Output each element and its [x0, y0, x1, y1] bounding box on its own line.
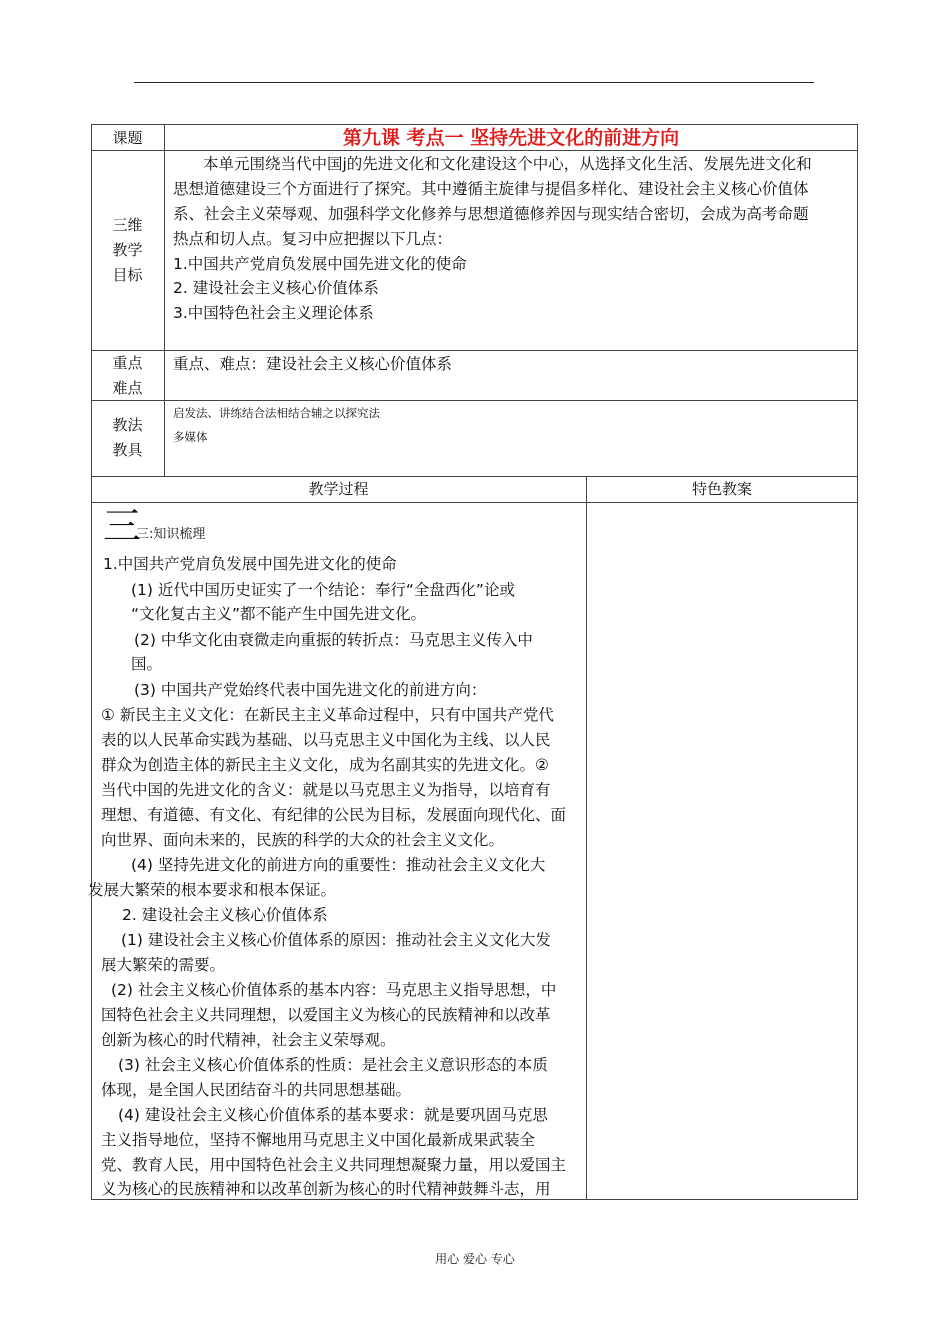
goal-intro-line: 系、社会主义荣辱观、加强科学文化修养与思想道德修养因与现实结合密切，会成为高考命题: [173, 205, 809, 223]
process-column-header: 教学过程: [308, 480, 369, 498]
label-column-divider: [164, 124, 165, 476]
goal-label-line: 三维: [112, 216, 143, 234]
content-line: 义为核心的民族精神和以改革创新为核心的时代精神鼓舞斗志，用: [101, 1180, 551, 1198]
content-line: 创新为核心的时代精神，社会主义荣辱观。: [101, 1031, 396, 1049]
content-line: ① 新民主主义文化：在新民主主义革命过程中，只有中国共产党代: [101, 706, 554, 724]
goal-point: 2. 建设社会主义核心价值体系: [173, 279, 379, 297]
page-footer: 用心 爱心 专心: [435, 1252, 515, 1266]
goal-label: [91, 213, 164, 288]
method-line: 多媒体: [173, 430, 208, 444]
content-line: (4) 建设社会主义核心价值体系的基本要求：就是要巩固马克思: [118, 1106, 548, 1124]
row-divider-5: [91, 502, 858, 503]
content-line: 向世界、面向未来的，民族的科学的大众的社会主义文化。: [101, 831, 505, 849]
key-label: [91, 351, 164, 401]
key-label-line: 难点: [112, 379, 143, 397]
content-line: (1) 建设社会主义核心价值体系的原因：推动社会主义文化大发: [121, 931, 551, 949]
content-line: (2) 中华文化由衰微走向重振的转折点：马克思主义传入中: [134, 631, 533, 649]
content-line: (3) 中国共产党始终代表中国先进文化的前进方向：: [134, 681, 487, 699]
row-divider-1: [91, 150, 858, 151]
content-line: (3) 社会主义核心价值体系的性质：是社会主义意识形态的本质: [118, 1056, 548, 1074]
method-line: 启发法、讲练结合法相结合辅之以探究法: [173, 406, 380, 420]
content-line: 表的以人民革命实践为基础、以马克思主义中国化为主线、以人民: [101, 731, 551, 749]
content-line: 体现，是全国人民团结奋斗的共同思想基础。: [101, 1081, 412, 1099]
goal-label-line: 教学: [112, 241, 143, 259]
feature-column-header: 特色教案: [691, 480, 752, 498]
content-line: 国。: [131, 655, 163, 673]
key-label-line: 重点: [112, 354, 143, 372]
content-line: 主义指导地位，坚持不懈地用马克思主义中国化最新成果武装全: [101, 1131, 536, 1149]
content-line: (4) 坚持先进文化的前进方向的重要性：推动社会主义文化大: [131, 856, 546, 874]
content-line: 发展大繁荣的根本要求和根本保证。: [88, 881, 337, 899]
goal-point: 3.中国特色社会主义理论体系: [173, 304, 374, 322]
process-column-divider: [586, 476, 587, 1200]
row-divider-3: [91, 400, 858, 401]
content-line: 展大繁荣的需要。: [101, 956, 226, 974]
method-label: [91, 413, 164, 463]
content-line: 党、教育人民，用中国特色社会主义共同理想凝聚力量，用以爱国主: [101, 1156, 567, 1174]
row-divider-2: [91, 350, 858, 351]
content-line: “文化复古主义”都不能产生中国先进文化。: [131, 605, 427, 623]
method-label-line: 教具: [112, 441, 143, 459]
goal-label-line: 目标: [112, 266, 143, 284]
content-line: 当代中国的先进文化的含义：就是以马克思主义为指导，以培育有: [101, 781, 551, 799]
content-line: 理想、有道德、有文化、有纪律的公民为目标，发展面向现代化、面: [101, 806, 567, 824]
key-text: 重点、难点：建设社会主义核心价值体系: [173, 355, 453, 373]
content-line: 2. 建设社会主义核心价值体系: [122, 906, 328, 924]
page-title: 第九课 考点一 坚持先进文化的前进方向: [342, 127, 680, 149]
content-line: 国特色社会主义共同理想，以爱国主义为核心的民族精神和以改革: [101, 1006, 551, 1024]
header-rule: [134, 82, 814, 83]
content-line: (1) 近代中国历史证实了一个结论：奉行“全盘西化”论或: [131, 581, 515, 599]
content-line: (2) 社会主义核心价值体系的基本内容：马克思主义指导思想，中: [111, 981, 557, 999]
goal-intro-line: 本单元围绕当代中国j的先进文化和文化建设这个中心，从选择文化生活、发展先进文化和: [203, 155, 812, 173]
method-label-line: 教法: [112, 416, 143, 434]
section-heading: 三:知识梳理: [136, 527, 206, 542]
content-line: 1.中国共产党肩负发展中国先进文化的使命: [103, 555, 397, 573]
content-line: 群众为创造主体的新民主主义文化，成为名副其实的先进文化。②: [101, 756, 549, 774]
goal-intro-line: 思想道德建设三个方面进行了探究。其中遵循主旋律与提倡多样化、建设社会主义核心价值体: [173, 180, 809, 198]
goal-point: 1.中国共产党肩负发展中国先进文化的使命: [173, 255, 467, 273]
goal-intro-line: 热点和切人点。复习中应把握以下几点：: [173, 230, 453, 248]
section-number: 三: [103, 504, 142, 548]
topic-label: 课题: [112, 129, 143, 147]
